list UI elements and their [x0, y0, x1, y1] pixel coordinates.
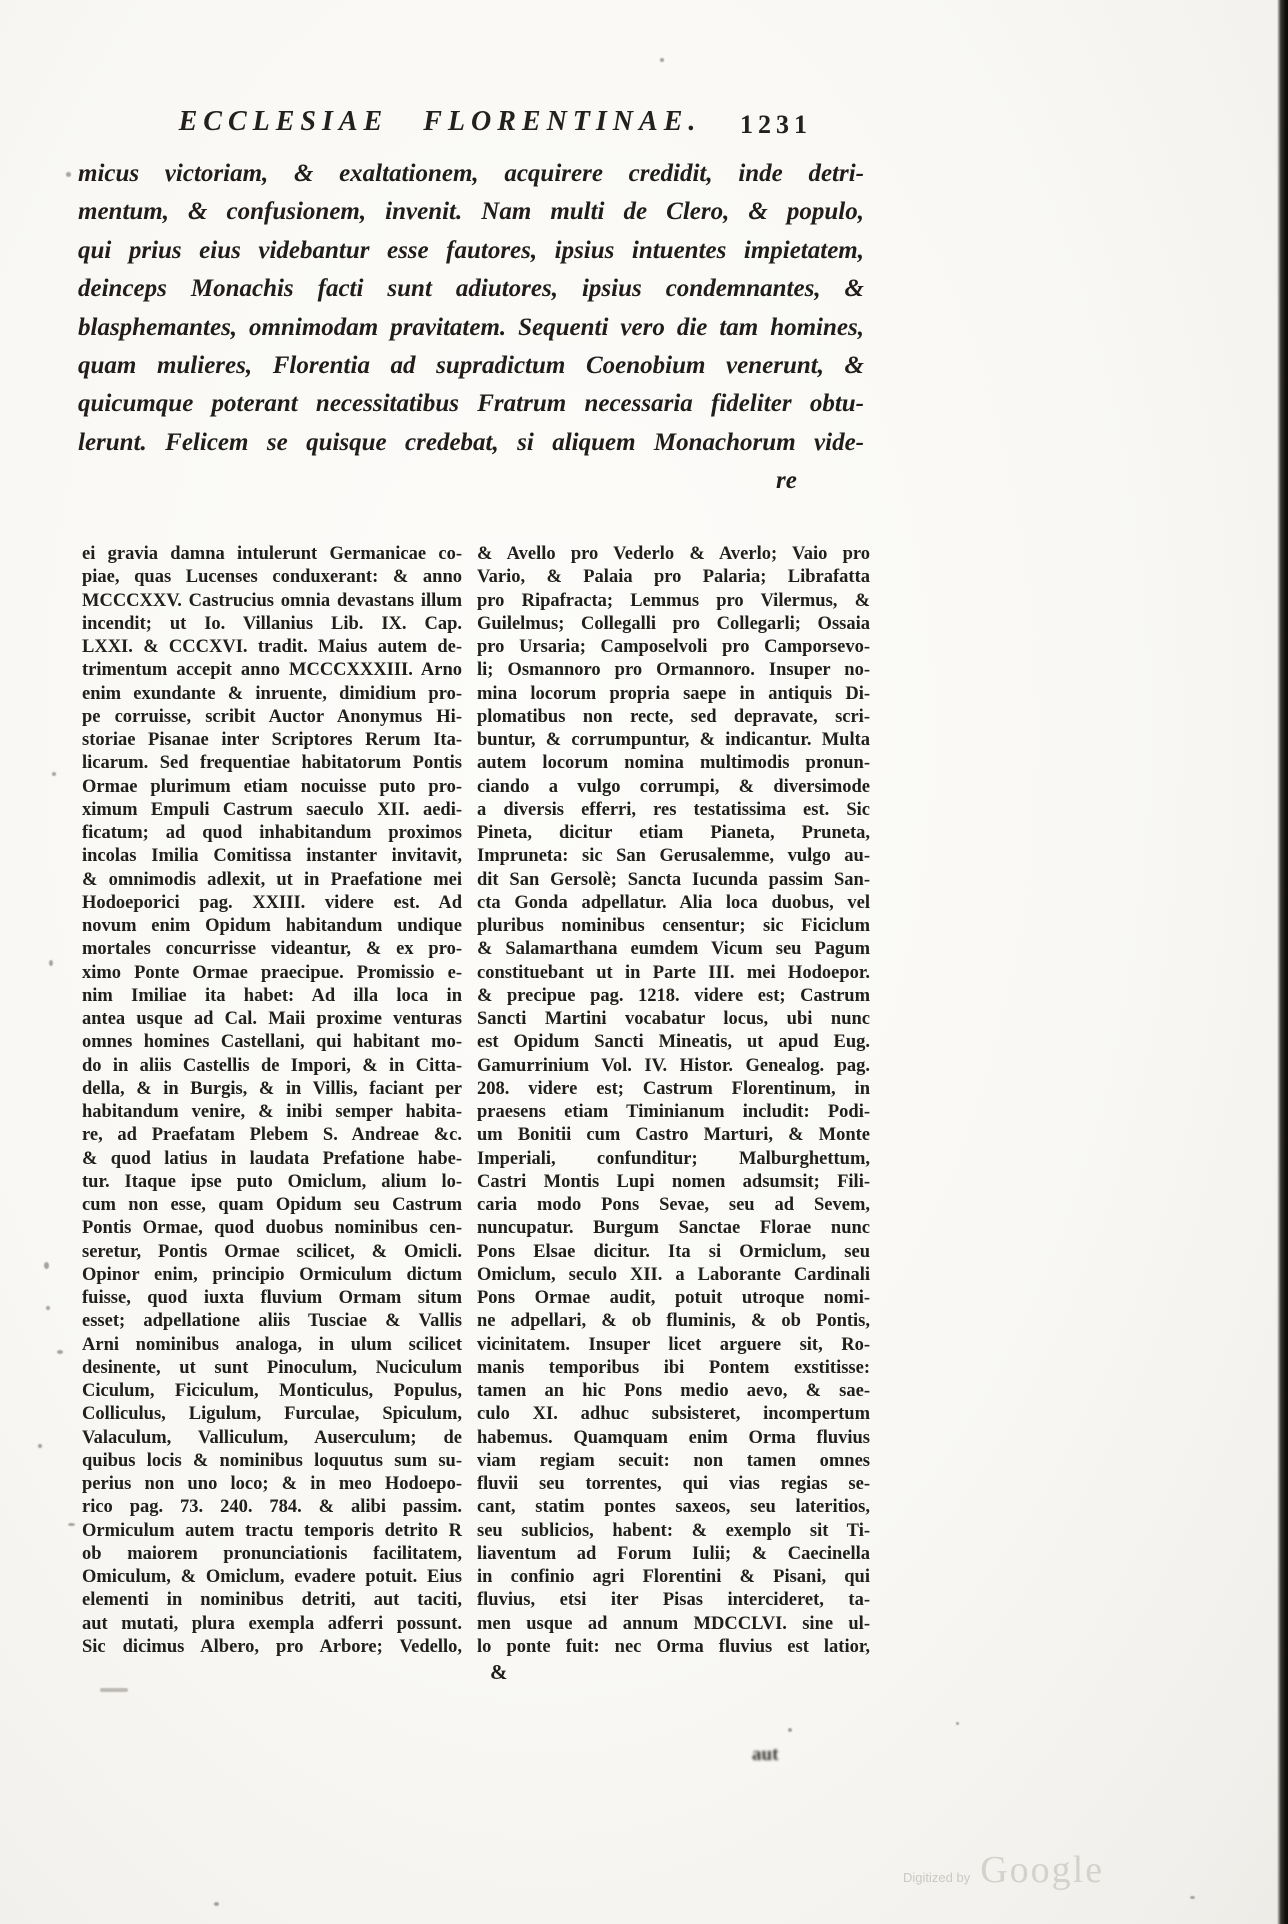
footnote-line: do in aliis Castellis de Impori, & in Citta-: [82, 1055, 462, 1076]
footnote-line: Pons Elsae dicitur. Ita si Ormiclum, seu: [477, 1241, 870, 1262]
ink-speck: [44, 1262, 49, 1269]
footnote-line: MCCCXXV. Castrucius omnia devastans illum: [82, 590, 462, 611]
footnote-line: seu sublicios, habent: & exemplo sit Ti-: [477, 1520, 870, 1541]
footnote-line: habemus. Quamquam enim Orma fluvius: [477, 1427, 870, 1448]
footnote-line: culo XI. adhuc subsisteret, incompertum: [477, 1404, 870, 1425]
main-text-line: quicumque poterant necessitatibus Fratrum necessaria fideliter obtu-: [78, 390, 864, 418]
footnote-line: buntur, & corrumpuntur, & indicantur. Multa: [477, 730, 870, 750]
footnote-line: men usque ad annum MDCCLVI. sine ul-: [477, 1613, 870, 1634]
main-text-line: lerunt. Felicem se quisque credebat, si aliquem Monachorum vide-: [78, 428, 864, 456]
footnote-line: Opinor enim, principio Ormiculum dictum: [82, 1264, 462, 1285]
footnote-line: Ciculum, Ficiculum, Monticulus, Populus,: [82, 1381, 462, 1401]
footnote-line: & Salamarthana eumdem Vicum seu Pagum: [477, 939, 870, 960]
footnote-line: li; Osmannoro pro Ormannoro. Insuper no-: [477, 660, 870, 681]
footnote-line: enim exundante & inruente, dimidium pro-: [82, 683, 462, 704]
ink-speck: [52, 772, 56, 776]
footnote-line: licarum. Sed frequentiae habitatorum Pontis: [82, 753, 462, 774]
footnote-left-column: [82, 543, 462, 1659]
ink-speck: [214, 1902, 219, 1906]
footnote-line: 208. videre est; Castrum Florentinum, in: [477, 1078, 870, 1099]
footnote-line: autem locorum nomina multimodis pronun-: [477, 753, 870, 774]
footnote-line: Sic dicimus Albero, pro Arbore; Vedello,: [82, 1636, 462, 1657]
footnote-line: ei gravia damna intulerunt Germanicae co-: [82, 544, 462, 564]
footnote-line: ximum Empuli Castrum saeculo XII. aedi-: [82, 799, 462, 820]
footnote-line: lo ponte fuit: nec Orma fluvius est latior,: [477, 1636, 870, 1657]
footnote-line: LXXI. & CCCXVI. tradit. Maius autem de-: [82, 637, 462, 657]
ink-speck: [49, 960, 53, 966]
footnote-line: Sancti Martini vocabatur locus, ubi nunc: [477, 1009, 870, 1029]
page-number: 1231: [740, 110, 812, 139]
footnote-line: Valaculum, Valliculum, Auserculum; de: [82, 1427, 462, 1448]
footnote-line: & precipue pag. 1218. videre est; Castrum: [477, 985, 870, 1006]
digitized-by-text: Digitized by: [903, 1870, 971, 1885]
footnote-line: habitandum venire, & inibi semper habita-: [82, 1102, 462, 1122]
footnote-line: ne adpellari, & ob fluminis, & ob Pontis,: [477, 1311, 870, 1332]
footnote-line: perius non uno loco; & in meo Hodoepo-: [82, 1474, 462, 1494]
footnote-line: liaventum ad Forum Iulii; & Caecinella: [477, 1543, 870, 1564]
footnote-line: Castri Montis Lupi nomen adsumsit; Fili-: [477, 1171, 870, 1192]
footnote-line: aut mutati, plura exempla adferri possunt.: [82, 1613, 462, 1634]
ink-speck: [66, 172, 71, 177]
footnote-line: tur. Itaque ipse puto Omiclum, alium lo-: [82, 1171, 462, 1192]
footnote-line: fluvius, etsi iter Pisas intercideret, ta-: [477, 1590, 870, 1611]
footnote-line: cta Gonda adpellatur. Alia loca duobus, vel: [477, 892, 870, 913]
footnote-line: Guilelmus; Collegalli pro Collegarli; Ossaia: [477, 613, 870, 634]
footnote-line: fluvii seu torrentes, qui vias regias se-: [477, 1474, 870, 1494]
main-text-line: quam mulieres, Florentia ad supradictum Coenobium venerunt, &: [78, 352, 864, 380]
footnote-line: a diversis efferri, res testatissima est. Sic: [477, 799, 870, 820]
footnote-line: praesens etiam Timinianum includit: Podi-: [477, 1102, 870, 1122]
footnote-line: Pontis Ormae, quod duobus nominibus cen-: [82, 1218, 462, 1239]
footnote-line: ficatum; ad quod inhabitandum proximos: [82, 823, 462, 843]
footnote-line: ob maiorem pronunciationis facilitatem,: [82, 1543, 462, 1564]
main-text-line: deinceps Monachis facti sunt adiutores, ipsius condemnantes, &: [78, 275, 864, 303]
footnote-line: viam regiam secuit: non tamen omnes: [477, 1450, 870, 1471]
ink-speck: [46, 1306, 50, 1310]
ink-speck: [57, 1350, 63, 1354]
footnote-line: cant, statim pontes saxeos, seu lateritios,: [477, 1497, 870, 1518]
footnote-line: pluribus nominibus censentur; sic Ficiclum: [477, 916, 870, 936]
google-watermark: [903, 1848, 1104, 1892]
footnote-line: novum enim Opidum habitandum undique: [82, 916, 462, 936]
ink-speck: [38, 1444, 42, 1448]
ink-speck: [1190, 1896, 1195, 1899]
catchword-aut: aut: [752, 1744, 779, 1765]
footnote-line: nim Imiliae ita habet: Ad illa loca in: [82, 985, 462, 1006]
footnote-line: cum non esse, quam Opidum seu Castrum: [82, 1195, 462, 1215]
footnote-line: nuncupatur. Burgum Sanctae Florae nunc: [477, 1218, 870, 1239]
main-text-block: [78, 155, 864, 462]
footnote-line: storiae Pisanae inter Scriptores Rerum Ita-: [82, 730, 462, 750]
ink-speck: [68, 1523, 75, 1526]
footnote-line: um Bonitii cum Castro Marturi, & Monte: [477, 1125, 870, 1146]
footnote-line: ciando a vulgo corrumpi, & diversimode: [477, 776, 870, 797]
ink-speck: [956, 1722, 959, 1725]
footnote-line: Hodoeporici pag. XXIII. videre est. Ad: [82, 892, 462, 913]
main-text-line: mentum, & confusionem, invenit. Nam multi de Clero, & populo,: [78, 198, 864, 226]
footnote-line: Pons Ormae audit, potuit utroque nomi-: [477, 1288, 870, 1308]
footnote-line: Pineta, dicitur etiam Pianeta, Pruneta,: [477, 823, 870, 843]
footnote-line: dit San Gersolè; Sancta Iucunda passim San-: [477, 869, 870, 890]
footnote-line: & omnimodis adlexit, ut in Praefatione mei: [82, 869, 462, 890]
footnote-line: Ormiculum autem tractu temporis detrito R: [82, 1520, 462, 1541]
footnote-line: caria modo Pons Sevae, seu ad Sevem,: [477, 1195, 870, 1215]
footnote-line: re, ad Praefatam Plebem S. Andreae &c.: [82, 1125, 462, 1146]
footnote-line: Ormae plurimum etiam nocuisse puto pro-: [82, 776, 462, 797]
footnote-right-column: [477, 543, 870, 1659]
footnote-line: desinente, ut sunt Pinoculum, Nuciculum: [82, 1357, 462, 1378]
footnote-line: esset; adpellatione aliis Tusciae & Vallis: [82, 1311, 462, 1332]
footnote-line: incolas Imilia Comitissa instanter invitavit,: [82, 846, 462, 867]
footnote-line: tamen an hic Pons medio aevo, & sae-: [477, 1381, 870, 1401]
ink-speck: [788, 1728, 792, 1732]
footnote-line: mina locorum propria saepe in antiquis Di-: [477, 683, 870, 704]
catchword-re: re: [776, 467, 797, 494]
footnote-line: Vario, & Palaia pro Palaria; Librafatta: [477, 567, 870, 588]
footnote-line: constituebant ut in Parte III. mei Hodoepor.: [477, 962, 870, 983]
footnote-line: Omiculum, & Omiclum, evadere potuit. Eius: [82, 1567, 462, 1587]
footnote-line: mortales concurrisse videantur, & ex pro-: [82, 939, 462, 960]
page-title: ECCLESIAE FLORENTINAE.: [178, 106, 702, 137]
ink-speck: [660, 58, 664, 62]
footnote-line: est Opidum Sancti Mineatis, ut apud Eug.: [477, 1032, 870, 1053]
google-logo-text: Google: [980, 1849, 1105, 1891]
footnote-line: piae, quas Lucenses conduxerant: & anno: [82, 567, 462, 588]
footnote-line: antea usque ad Cal. Maii proxime venturas: [82, 1009, 462, 1029]
footnote-line: seretur, Pontis Ormae scilicet, & Omicli.: [82, 1241, 462, 1262]
footnote-line: in confinio agri Florentini & Pisani, qui: [477, 1567, 870, 1587]
footnote-line: & quod latius in laudata Prefatione habe-: [82, 1148, 462, 1169]
main-text-line: micus victoriam, & exaltationem, acquirere credidit, inde detri-: [78, 160, 864, 187]
footnote-line: & Avello pro Vederlo & Averlo; Vaio pro: [477, 544, 870, 564]
footnote-line: omnes homines Castellani, qui habitant mo-: [82, 1032, 462, 1053]
footnote-line: pe corruisse, scribit Auctor Anonymus Hi-: [82, 706, 462, 727]
footnote-line: Omiclum, seculo XII. a Laborante Cardinali: [477, 1264, 870, 1285]
main-text-line: qui prius eius videbantur esse fautores, ipsius intuentes impietatem,: [78, 236, 864, 264]
footnote-line: pro Ursaria; Camposelvoli pro Camporsevo-: [477, 637, 870, 657]
footnote-line: Imperiali, confunditur; Malburghettum,: [477, 1148, 870, 1169]
footnote-line: trimentum accepit anno MCCCXXXIII. Arno: [82, 660, 462, 681]
footnote-line: plomatibus non recte, sed depravate, scri-: [477, 706, 870, 727]
main-text-line: blasphemantes, omnimodam pravitatem. Sequenti vero die tam homines,: [78, 313, 864, 341]
footnote-line: ximo Ponte Ormae praecipue. Promissio e-: [82, 962, 462, 983]
footnote-line: fuisse, quod iuxta fluvium Ormam situm: [82, 1288, 462, 1308]
footnote-line: pro Ripafracta; Lemmus pro Vilermus, &: [477, 590, 870, 611]
scan-edge-strip: [1277, 0, 1288, 1924]
footnote-line: Gamurrinium Vol. IV. Histor. Genealog. pag.: [477, 1055, 870, 1076]
footnote-line: elementi in nominibus detriti, aut taciti,: [82, 1590, 462, 1611]
footnote-line: della, & in Burgis, & in Villis, faciant per: [82, 1078, 462, 1099]
footnote-line: Colliculus, Ligulum, Furculae, Spiculum,: [82, 1404, 462, 1425]
ink-smear: [100, 1688, 128, 1692]
footnote-line: incendit; ut Io. Villanius Lib. IX. Cap.: [82, 613, 462, 634]
footnote-line: quibus locis & nominibus loquutus sum su-: [82, 1450, 462, 1471]
footnote-line: rico pag. 73. 240. 784. & alibi passim.: [82, 1497, 462, 1518]
footnote-line: Impruneta: sic San Gerusalemme, vulgo au-: [477, 846, 870, 867]
footnote-line: manis temporibus ibi Pontem exstitisse:: [477, 1357, 870, 1378]
footnote-line: Arni nominibus analoga, in ulum scilicet: [82, 1334, 462, 1355]
footnote-line: vicinitatem. Insuper licet arguere sit, Ro-: [477, 1334, 870, 1355]
catchword-ampersand: &: [490, 1660, 508, 1684]
